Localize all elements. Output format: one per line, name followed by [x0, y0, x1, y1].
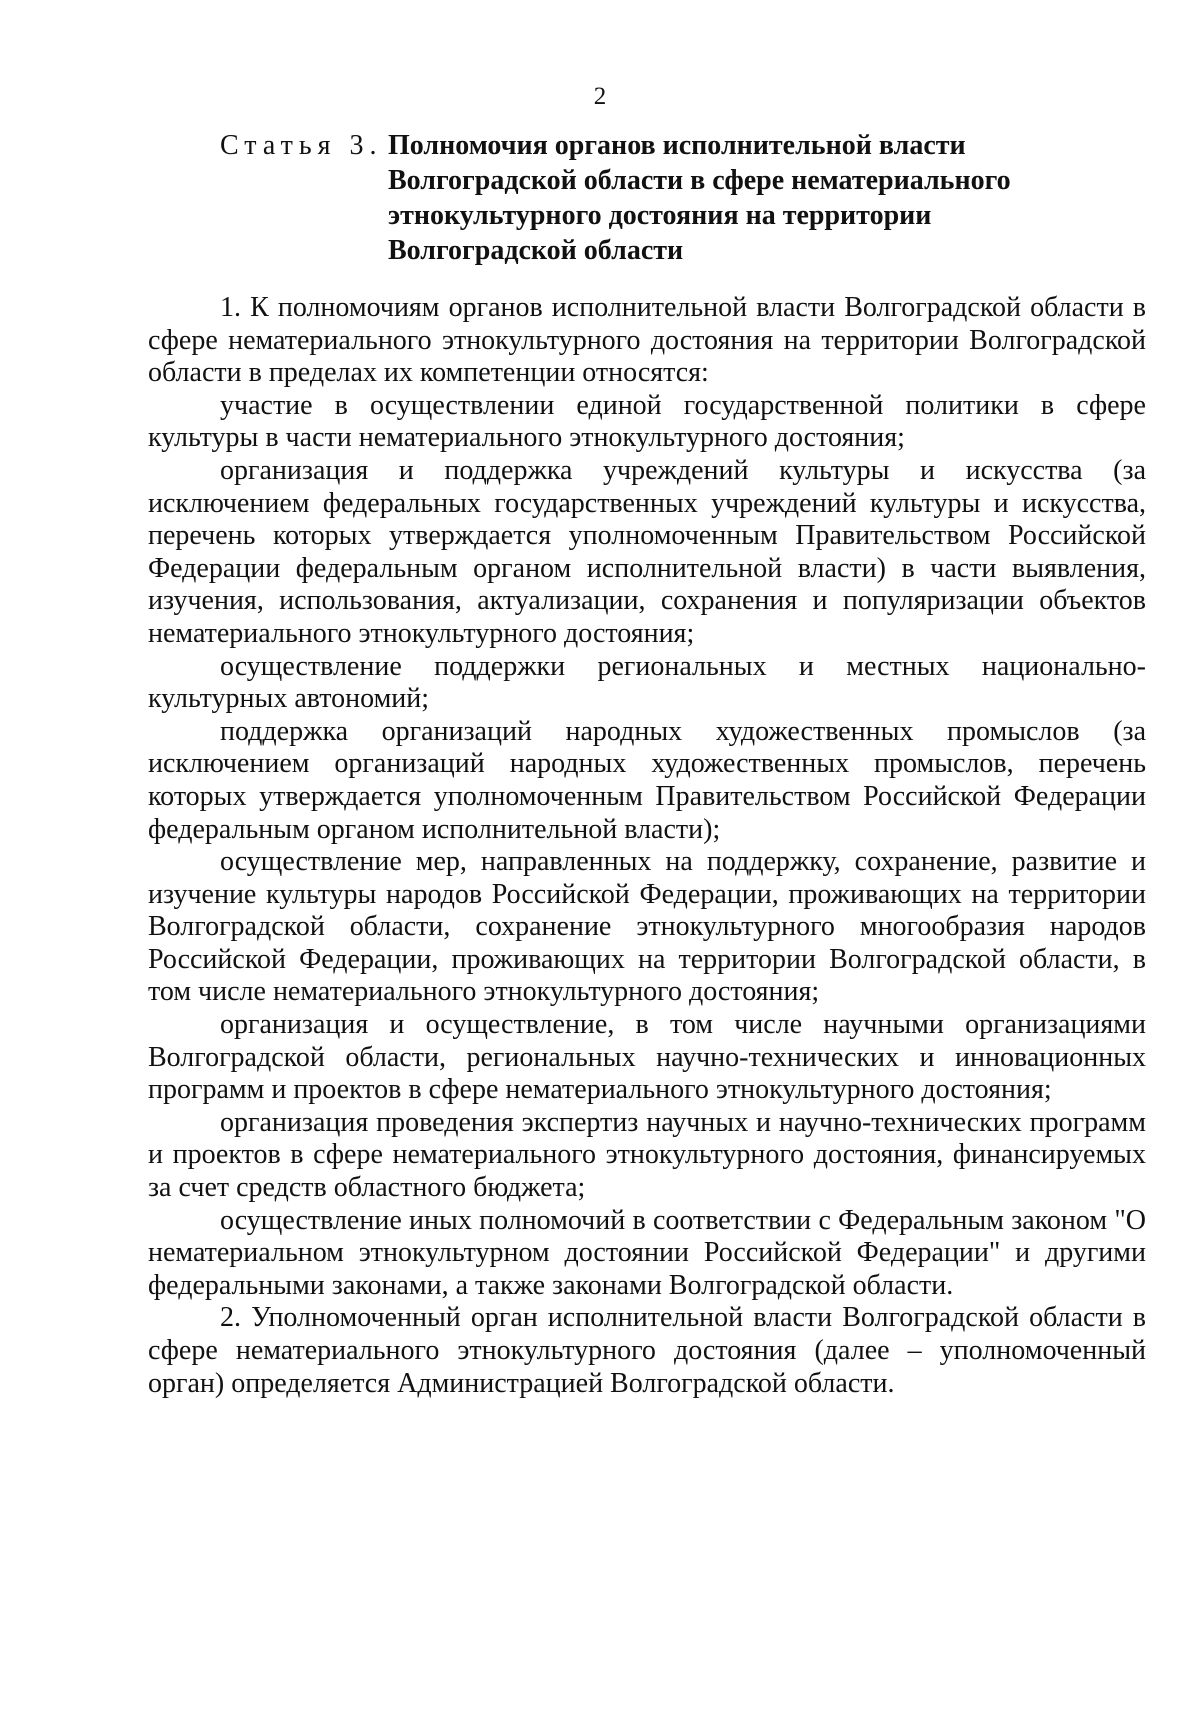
article-title-line: Полномочия органов исполнительной власти — [388, 130, 966, 161]
paragraph: осуществление иных полномочий в соответствии с Федеральным законом "О нематериальном этнокультурном достоянии Российской Федерации" и другими федеральными законами, а также законами Волгоградской области. — [148, 1204, 1146, 1301]
article-title-line: Волгоградской области — [388, 235, 684, 266]
page-number: 2 — [593, 83, 607, 110]
paragraph: участие в осуществлении единой государственной политики в сфере культуры в части нематериального этнокультурного достояния; — [148, 389, 1146, 454]
article-body — [148, 292, 1146, 1400]
paragraph: поддержка организаций народных художественных промыслов (за исключением организаций народных художественных промыслов, перечень которых утверждается уполномоченным Правительством Российской Федерации федеральным органом исполнительной власти); — [148, 715, 1146, 845]
article-heading — [220, 128, 1120, 268]
paragraph: организация и осуществление, в том числе научными организациями Волгоградской области, региональных научно-технических и инновационных программ и проектов в сфере нематериального этнокультурного достояния; — [148, 1009, 1146, 1106]
article-title-line: Волгоградской области в сфере нематериального — [388, 165, 1011, 196]
paragraph: 2. Уполномоченный орган исполнительной власти Волгоградской области в сфере нематериального этнокультурного достояния (далее – уполномоченный орган) определяется Администрацией Волгоградской области. — [148, 1302, 1146, 1399]
paragraph: 1. К полномочиям органов исполнительной власти Волгоградской области в сфере нематериального этнокультурного достояния на территории Волгоградской области в пределах их компетенции относятся: — [148, 292, 1146, 389]
article-title — [388, 128, 1120, 268]
article-title-line: этнокультурного достояния на территории — [388, 200, 932, 231]
paragraph: осуществление мер, направленных на поддержку, сохранение, развитие и изучение культуры народов Российской Федерации, проживающих на территории Волгоградской области, сохранение этнокультурного многообразия народов Российской Федерации, проживающих на территории Волгоградской области, в том числе нематериального этнокультурного достояния; — [148, 846, 1146, 1008]
paragraph: осуществление поддержки региональных и местных национально-культурных автономий; — [148, 650, 1146, 715]
article-label: Статья 3. — [220, 130, 383, 161]
paragraph: организация и поддержка учреждений культуры и искусства (за исключением федеральных государственных учреждений культуры и искусства, перечень которых утверждается уполномоченным Правительством Российской Федерации федеральным органом исполнительной власти) в части выявления, изучения, использования, актуализации, сохранения и популяризации объектов нематериального этнокультурного достояния; — [148, 454, 1146, 649]
paragraph: организация проведения экспертиз научных и научно-технических программ и проектов в сфере нематериального этнокультурного достояния, финансируемых за счет средств областного бюджета; — [148, 1106, 1146, 1204]
